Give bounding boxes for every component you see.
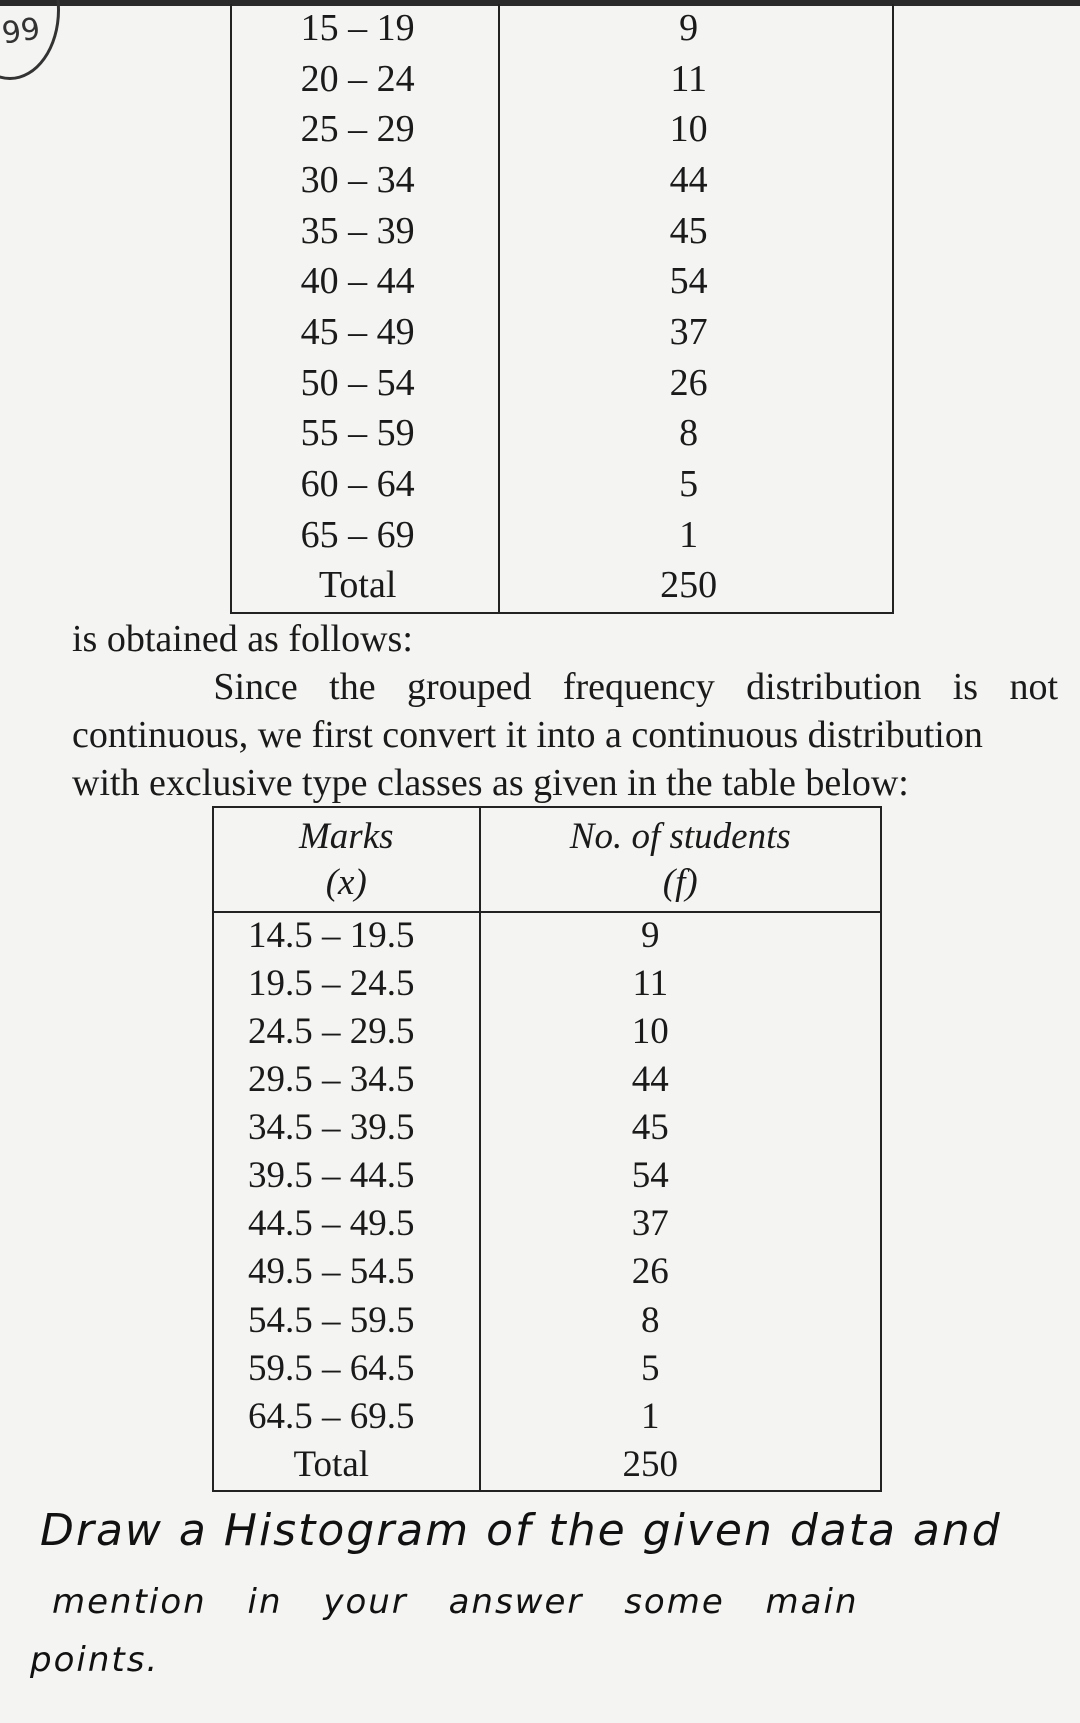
table2-header-row [213, 807, 881, 912]
table2-header-students [480, 807, 881, 912]
marks-cell: 49.5 – 54.5 [213, 1249, 480, 1297]
paragraph-word: frequency [562, 666, 715, 708]
corner-page-number: 99 [0, 11, 43, 52]
table1-row [231, 156, 893, 207]
table2-row [213, 1057, 881, 1105]
text-obtained: is obtained as follows: [72, 618, 413, 660]
students-cell: 1 [480, 1394, 881, 1442]
table2-row [213, 1346, 881, 1394]
table2-row [213, 1298, 881, 1346]
students-cell: 54 [480, 1153, 881, 1201]
header-marks-symbol: (x) [325, 862, 367, 903]
marks-cell: 30 – 34 [231, 156, 499, 207]
table2-row [213, 1394, 881, 1442]
table1-row [231, 308, 893, 359]
table1-body [231, 4, 893, 613]
table2-body [213, 912, 881, 1491]
marks-cell: 39.5 – 44.5 [213, 1153, 480, 1201]
marks-cell: 60 – 64 [231, 460, 499, 511]
students-cell: 44 [480, 1057, 881, 1105]
students-cell: 10 [499, 105, 893, 156]
table2-row [213, 1009, 881, 1057]
frequency-table-discrete [230, 4, 894, 614]
handwritten-question-line-2: mention in your answer some main [52, 1582, 859, 1622]
marks-cell: 24.5 – 29.5 [213, 1009, 480, 1057]
paragraph-word: not [1009, 666, 1058, 708]
table1-row [231, 4, 893, 55]
students-cell: 26 [499, 359, 893, 410]
table1-row [231, 207, 893, 258]
marks-cell: 15 – 19 [231, 4, 499, 55]
students-cell: 9 [499, 4, 893, 55]
table1-row [231, 460, 893, 511]
students-cell: 45 [480, 1105, 881, 1153]
table2-row [213, 1153, 881, 1201]
marks-cell: 54.5 – 59.5 [213, 1298, 480, 1346]
paragraph-word: grouped [406, 666, 532, 708]
paragraph-indent [72, 664, 182, 710]
text-paragraph-line-1 [72, 664, 1058, 710]
text-paragraph-line-2: continuous, we first convert it into a continuous distribution [72, 714, 983, 756]
students-cell: 26 [480, 1249, 881, 1297]
marks-cell: 50 – 54 [231, 359, 499, 410]
marks-cell: 55 – 59 [231, 409, 499, 460]
total-value-cell: 250 [499, 561, 893, 613]
marks-cell: 35 – 39 [231, 207, 499, 258]
table2-row [213, 912, 881, 961]
students-cell: 37 [480, 1201, 881, 1249]
marks-cell: 20 – 24 [231, 55, 499, 106]
marks-cell: 44.5 – 49.5 [213, 1201, 480, 1249]
students-cell: 8 [499, 409, 893, 460]
marks-cell: 64.5 – 69.5 [213, 1394, 480, 1442]
handwritten-question-line-3: points. [30, 1640, 160, 1680]
total-label-cell: Total [231, 561, 499, 613]
table2-row [213, 961, 881, 1009]
table2-row [213, 1201, 881, 1249]
students-cell: 44 [499, 156, 893, 207]
marks-cell: 25 – 29 [231, 105, 499, 156]
marks-cell: 29.5 – 34.5 [213, 1057, 480, 1105]
table1-row [231, 105, 893, 156]
students-cell: 1 [499, 511, 893, 562]
total-value-cell: 250 [480, 1442, 881, 1491]
table1-row [231, 511, 893, 562]
marks-cell: 19.5 – 24.5 [213, 961, 480, 1009]
students-cell: 10 [480, 1009, 881, 1057]
table2-header-marks [213, 807, 480, 912]
frequency-table-continuous [212, 806, 882, 1492]
paragraph-word: distribution [746, 666, 922, 708]
header-marks-label: Marks [298, 816, 394, 857]
marks-cell: 59.5 – 64.5 [213, 1346, 480, 1394]
marks-cell: 40 – 44 [231, 257, 499, 308]
handwritten-question-line-1: Draw a Histogram of the given data and [40, 1505, 1002, 1556]
paragraph-word: the [329, 666, 376, 708]
marks-cell: 45 – 49 [231, 308, 499, 359]
paragraph-word: Since [213, 666, 298, 708]
students-cell: 11 [480, 961, 881, 1009]
text-paragraph-line-3: with exclusive type classes as given in the table below: [72, 762, 909, 804]
students-cell: 54 [499, 257, 893, 308]
table1-total-row [231, 561, 893, 613]
marks-cell: 65 – 69 [231, 511, 499, 562]
table2-row [213, 1105, 881, 1153]
students-cell: 8 [480, 1298, 881, 1346]
table2-total-row [213, 1442, 881, 1491]
students-cell: 5 [480, 1346, 881, 1394]
students-cell: 45 [499, 207, 893, 258]
marks-cell: 14.5 – 19.5 [213, 912, 480, 961]
marks-cell: 34.5 – 39.5 [213, 1105, 480, 1153]
students-cell: 9 [480, 912, 881, 961]
total-label-cell: Total [213, 1442, 480, 1491]
students-cell: 11 [499, 55, 893, 106]
header-students-symbol: (f) [662, 862, 698, 903]
paragraph-word: is [952, 666, 979, 708]
table1-row [231, 359, 893, 410]
students-cell: 37 [499, 308, 893, 359]
table1-row [231, 55, 893, 106]
table2-row [213, 1249, 881, 1297]
table1-row [231, 257, 893, 308]
students-cell: 5 [499, 460, 893, 511]
table1-row [231, 409, 893, 460]
header-students-label: No. of students [569, 816, 791, 857]
